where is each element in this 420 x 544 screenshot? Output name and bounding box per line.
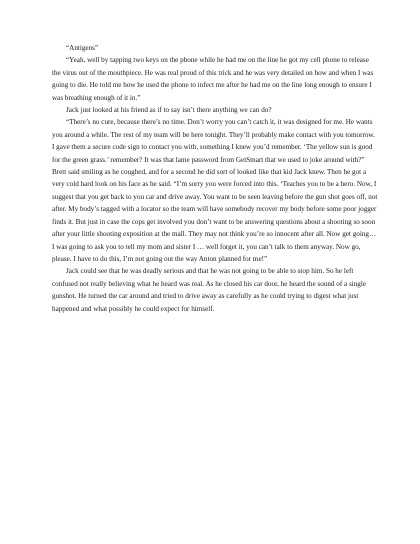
document-page [52,42,378,315]
paragraph-brett-speech: “There’s no cure, because there’s no time. Don’t worry you can’t catch it, it was designed for me. He wants you around a while. The rest of my team will be here tonight. They’ll probably make contact with you tomorrow. I gave them a secure code sign to contact you with, something I knew you’d remember. ‘The yellow sun is good for the green grass.’ remember? It was that lame password from GetSmart that we used to joke around with?” Brett said smiling as he coughed, and for a second he did sort of looked like that kid Jack knew. Then he got a very cold hard look on his face as he said. “I’m sorry you were forced into this. ‘Teaches you to be a hero. Now, I suggest that you get back to you car and drive away. You want to be seen leaving before the gun shot goes off, not after. My body’s tagged with a locator so the team will have somebody recover my body before some poor jogger finds it. But just in case the cops get involved you don’t want to be answering questions about a shooting so soon after your little shooting exposition at the mall. They may not think you’re so innocent after all. Now get going…I was going to ask you to tell my mom and sister I … well forget it, you can’t talk to them anyway. Now go, please. I have to do this, I’m not going out the way Anton planned for me!” [52,118,378,263]
paragraph-jack-leaves: Jack could see that he was deadly serious and that he was not going to be able to stop him. So he left confused not really believing what he heard was real. As he closed his car door, he heard the sound of a single gunshot. He turned the car around and tried to drive away as carefully as he could trying to digest what just happened and what possibly he could expect for himself. [52,267,366,313]
paragraph-jack-looks: Jack just looked at his friend as if to say isn’t there anything we can do? [66,106,272,115]
paragraph-antigens: “Antigens” [66,44,99,52]
paragraph-virus-explanation: “Yeah, well by tapping two keys on the phone while he had me on the line he got my cell phone to release the virus out of the mouthpiece. He was real proud of this trick and he was very detailed on how and when I was going to die. He told me how he used the phone to infect me after he had me on the line long enough to ensure I was breathing enough of it in.” [52,56,374,102]
